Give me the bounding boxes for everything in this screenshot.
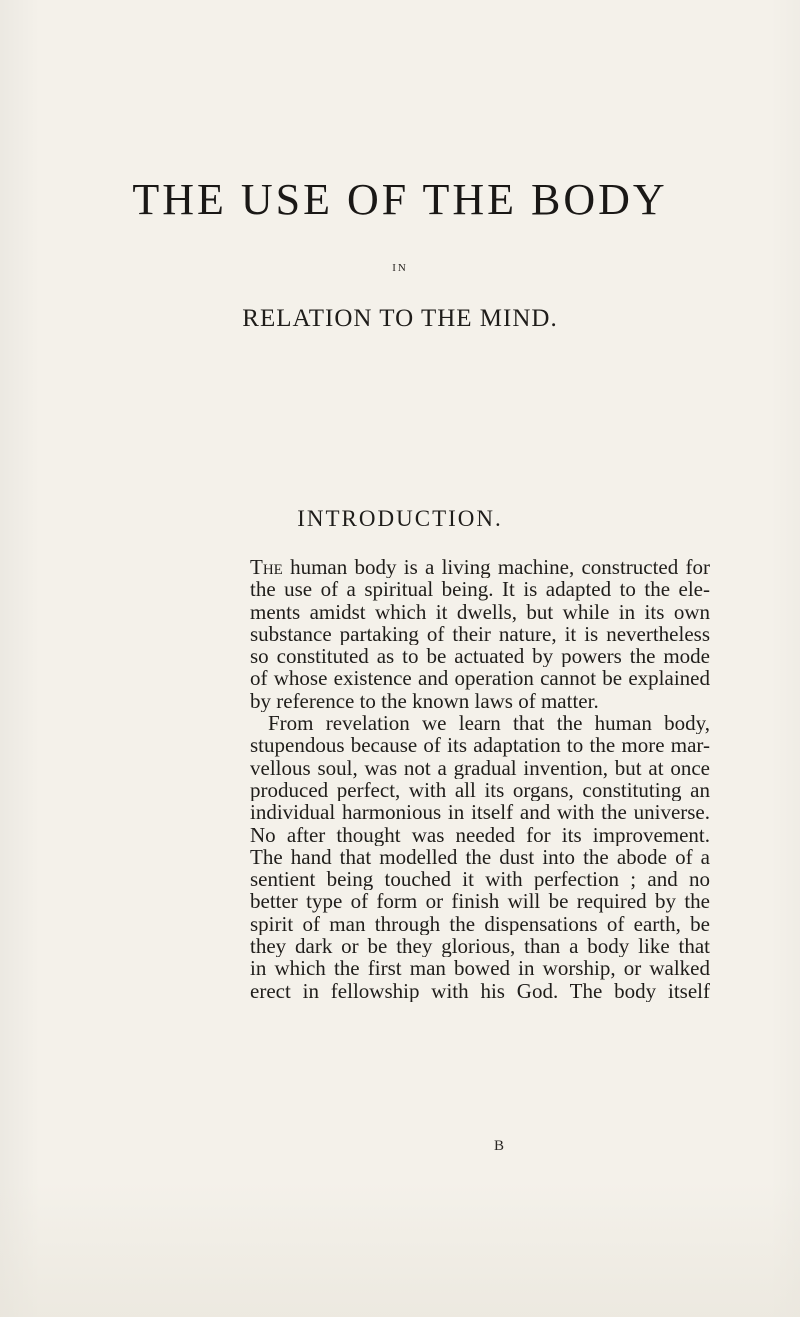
text-line: substance partaking of their nature, it is nevertheless	[250, 622, 710, 646]
text-line: stupendous because of its adaptation to the more mar-	[250, 734, 710, 757]
text-line: of whose existence and operation cannot be explained	[250, 667, 710, 690]
text-line: the use of a spiritual being. It is adapted to the ele-	[250, 578, 710, 601]
text-line: No after thought was needed for its improvement.	[250, 823, 710, 846]
text-line: individual harmonious in itself and with the universe.	[250, 801, 710, 824]
text-line: produced perfect, with all its organs, constituting an	[250, 778, 710, 802]
text-line: ments amidst which it dwells, but while in its own	[250, 600, 710, 623]
section-heading: INTRODUCTION.	[297, 506, 503, 531]
text-line: sentient being touched it with perfection ; and no	[250, 868, 710, 891]
body-text	[250, 556, 710, 1002]
text-line	[250, 556, 710, 578]
page-shading	[0, 1180, 800, 1317]
text-line: spirit of man through the dispensations of earth, be	[250, 912, 710, 936]
drop-word: The	[250, 556, 283, 579]
text-line: by reference to the known laws of matter.	[250, 689, 599, 713]
line-text: human body is a living machine, constructed for	[282, 556, 710, 579]
signature-mark: B	[494, 1138, 505, 1154]
text-line: vellous soul, was not a gradual invention, but at once	[250, 756, 710, 779]
text-line: better type of form or finish will be required by the	[250, 890, 710, 913]
book-subtitle: RELATION TO THE MIND.	[242, 305, 558, 332]
text-line: they dark or be they glorious, than a body like that	[250, 935, 710, 958]
text-line: so constituted as to be actuated by powers the mode	[250, 645, 710, 668]
text-line: erect in fellowship with his God. The body itself	[250, 979, 710, 1002]
text-line: From revelation we learn that the human body,	[268, 712, 710, 735]
book-title: THE USE OF THE BODY	[132, 175, 668, 224]
text-line: in which the first man bowed in worship, or walked	[250, 957, 710, 980]
text-line: The hand that modelled the dust into the abode of a	[250, 845, 710, 869]
title-connector: IN	[392, 262, 408, 274]
